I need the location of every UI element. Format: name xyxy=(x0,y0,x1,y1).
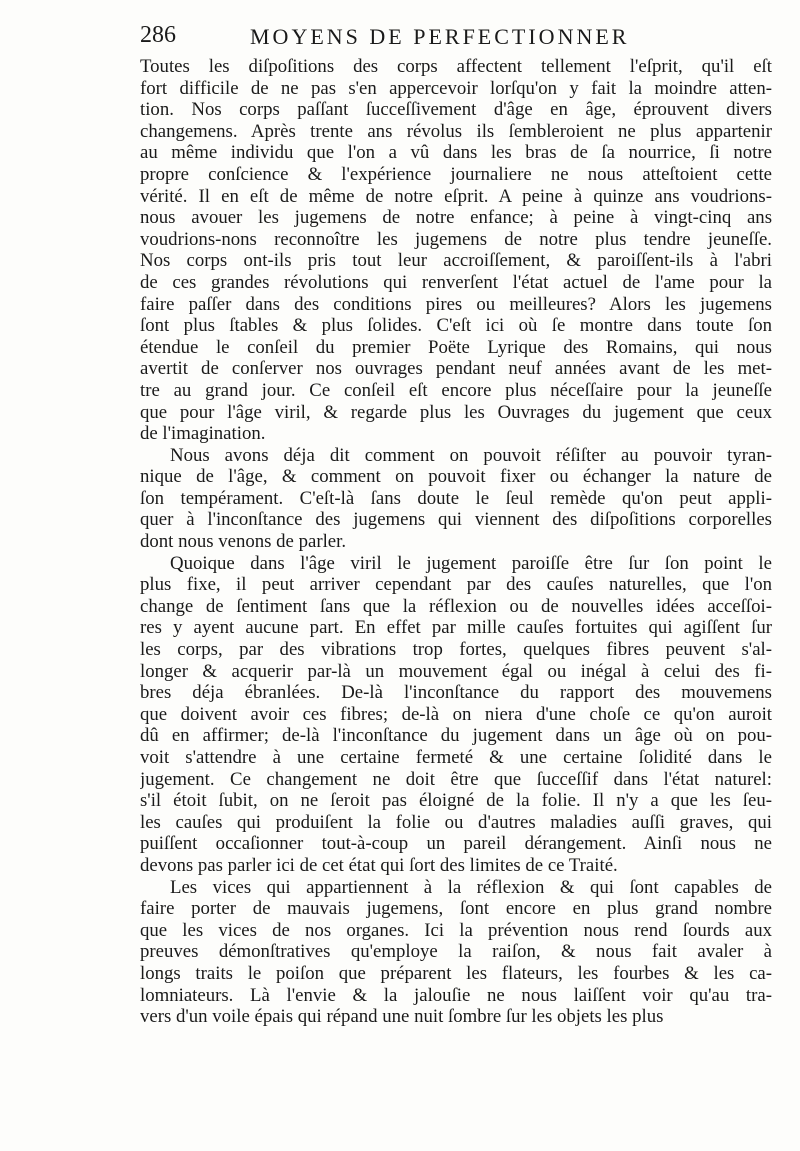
text-line: longs traits le poiſon que préparent les flateurs, les fourbes & les ca- xyxy=(140,962,772,984)
text-line: propre conſcience & l'expérience journaliere ne nous atteſtoient cette xyxy=(140,163,772,185)
text-line: ſon tempérament. C'eſt-là ſans doute le ſeul remède qu'on peut appli- xyxy=(140,487,772,509)
paragraph xyxy=(140,877,772,1028)
text-line: de l'imagination. xyxy=(140,423,266,445)
text-line: que les vices de nos organes. Ici la prévention nous rend ſourds aux xyxy=(140,919,772,941)
text-line: tre au grand jour. Ce conſeil eſt encore plus néceſſaire pour la jeuneſſe xyxy=(140,379,772,401)
text-line: fort difficile de ne pas s'en appercevoir lorſqu'on y fait la moindre atten- xyxy=(140,77,772,99)
running-title: MOYENS DE PERFECTIONNER xyxy=(250,24,630,49)
text-line: nique de l'âge, & comment on pouvoit fixer ou échanger la nature de xyxy=(140,466,772,488)
text-line: ſont plus ſtables & plus ſolides. C'eſt ici où ſe montre dans toute ſon xyxy=(140,315,772,337)
text-line: Nous avons déja dit comment on pouvoit réſiſter au pouvoir tyran- xyxy=(170,444,772,466)
text-line: Toutes les diſpoſitions des corps affectent tellement l'eſprit, qu'il eſt xyxy=(140,56,772,77)
page-header xyxy=(140,22,780,56)
text-line: nous avouer les jugemens de notre enfance; à peine à vingt-cinq ans xyxy=(140,207,772,229)
paragraph xyxy=(140,445,772,553)
text-line: que doivent avoir ces fibres; de-là on niera d'une choſe ce qu'on auroit xyxy=(140,703,772,725)
text-line: change de ſentiment ſans que la réflexion ou de nouvelles idées acceſſoi- xyxy=(140,595,772,617)
paragraph xyxy=(140,553,772,877)
text-line: jugement. Ce changement ne doit être que ſucceſſif dans l'état naturel: xyxy=(140,768,772,790)
paragraph xyxy=(140,56,772,445)
text-line: faire porter de mauvais jugemens, ſont encore en plus grand nombre xyxy=(140,898,772,920)
text-line: avertit de conſerver nos ouvrages pendant neuf années avant de les met- xyxy=(140,358,772,380)
text-line: plus fixe, il peut arriver cependant par des cauſes naturelles, que l'on xyxy=(140,574,772,596)
text-line: Nos corps ont-ils pris tout leur accroiſſement, & paroiſſent-ils à l'abri xyxy=(140,250,772,272)
text-line: les cauſes qui produiſent la folie ou d'autres maladies auſſi graves, qui xyxy=(140,811,772,833)
text-line: faire paſſer dans des conditions pires ou meilleures? Alors les jugemens xyxy=(140,293,772,315)
text-line: quer à l'inconſtance des jugemens qui viennent des diſpoſitions corporelles xyxy=(140,509,772,531)
text-line: les corps, par des vibrations trop fortes, quelques fibres peuvent s'al- xyxy=(140,639,772,661)
text-line: voit s'attendre à une certaine fermeté & une certaine ſolidité dans le xyxy=(140,747,772,768)
text-line: longer & acquerir par-là un mouvement égal ou inégal à celui des fi- xyxy=(140,660,772,682)
text-line: voudrions-nons reconnoître les jugemens de notre plus tendre jeuneſſe. xyxy=(140,228,772,250)
text-line: lomniateurs. Là l'envie & la jalouſie ne nous laiſſent voir qu'au tra- xyxy=(140,984,772,1006)
text-line: Les vices qui appartiennent à la réflexion & qui ſont capables de xyxy=(170,876,772,898)
text-line: s'il étoit ſubit, on ne ſeroit pas éloigné de la folie. Il n'y a que les ſeu- xyxy=(140,790,772,812)
text-line: au même individu que l'on a vû dans les bras de ſa nourrice, ſi notre xyxy=(140,142,772,164)
text-line: res y ayent aucune part. En effet par mille cauſes fortuites qui agiſſent ſur xyxy=(140,617,772,639)
text-line: devons pas parler ici de cet état qui ſort des limites de ce Traité. xyxy=(140,854,618,876)
body-text xyxy=(140,56,772,1028)
text-line: vérité. Il en eſt de même de notre eſprit. A peine à quinze ans voudrions- xyxy=(140,185,772,207)
text-line: puiſſent occaſionner tout-à-coup un pareil dérangement. Ainſi nous ne xyxy=(140,833,772,855)
page-number: 286 xyxy=(140,22,176,48)
text-line: bres déja ébranlées. De-là l'inconſtance du rapport des mouvemens xyxy=(140,682,772,704)
text-line: Quoique dans l'âge viril le jugement paroiſſe être ſur ſon point le xyxy=(170,552,772,574)
text-line: dû en affirmer; de-là l'inconſtance du jugement dans un âge où on pou- xyxy=(140,725,772,747)
text-line: dont nous venons de parler. xyxy=(140,531,347,553)
text-line: de ces grandes révolutions qui renverſent l'état actuel de l'ame pour la xyxy=(140,271,772,293)
text-line: preuves démonſtratives qu'employe la raiſon, & nous fait avaler à xyxy=(140,941,772,963)
text-line: que pour l'âge viril, & regarde plus les Ouvrages du jugement que ceux xyxy=(140,401,772,423)
text-line: changemens. Après trente ans révolus ils ſembleroient ne plus appartenir xyxy=(140,120,772,142)
text-line: tion. Nos corps paſſant ſucceſſivement d'âge en âge, éprouvent divers xyxy=(140,99,772,121)
text-line: vers d'un voile épais qui répand une nuit ſombre ſur les objets les plus xyxy=(140,1006,664,1028)
text-line: étendue le conſeil du premier Poëte Lyrique des Romains, qui nous xyxy=(140,336,772,358)
